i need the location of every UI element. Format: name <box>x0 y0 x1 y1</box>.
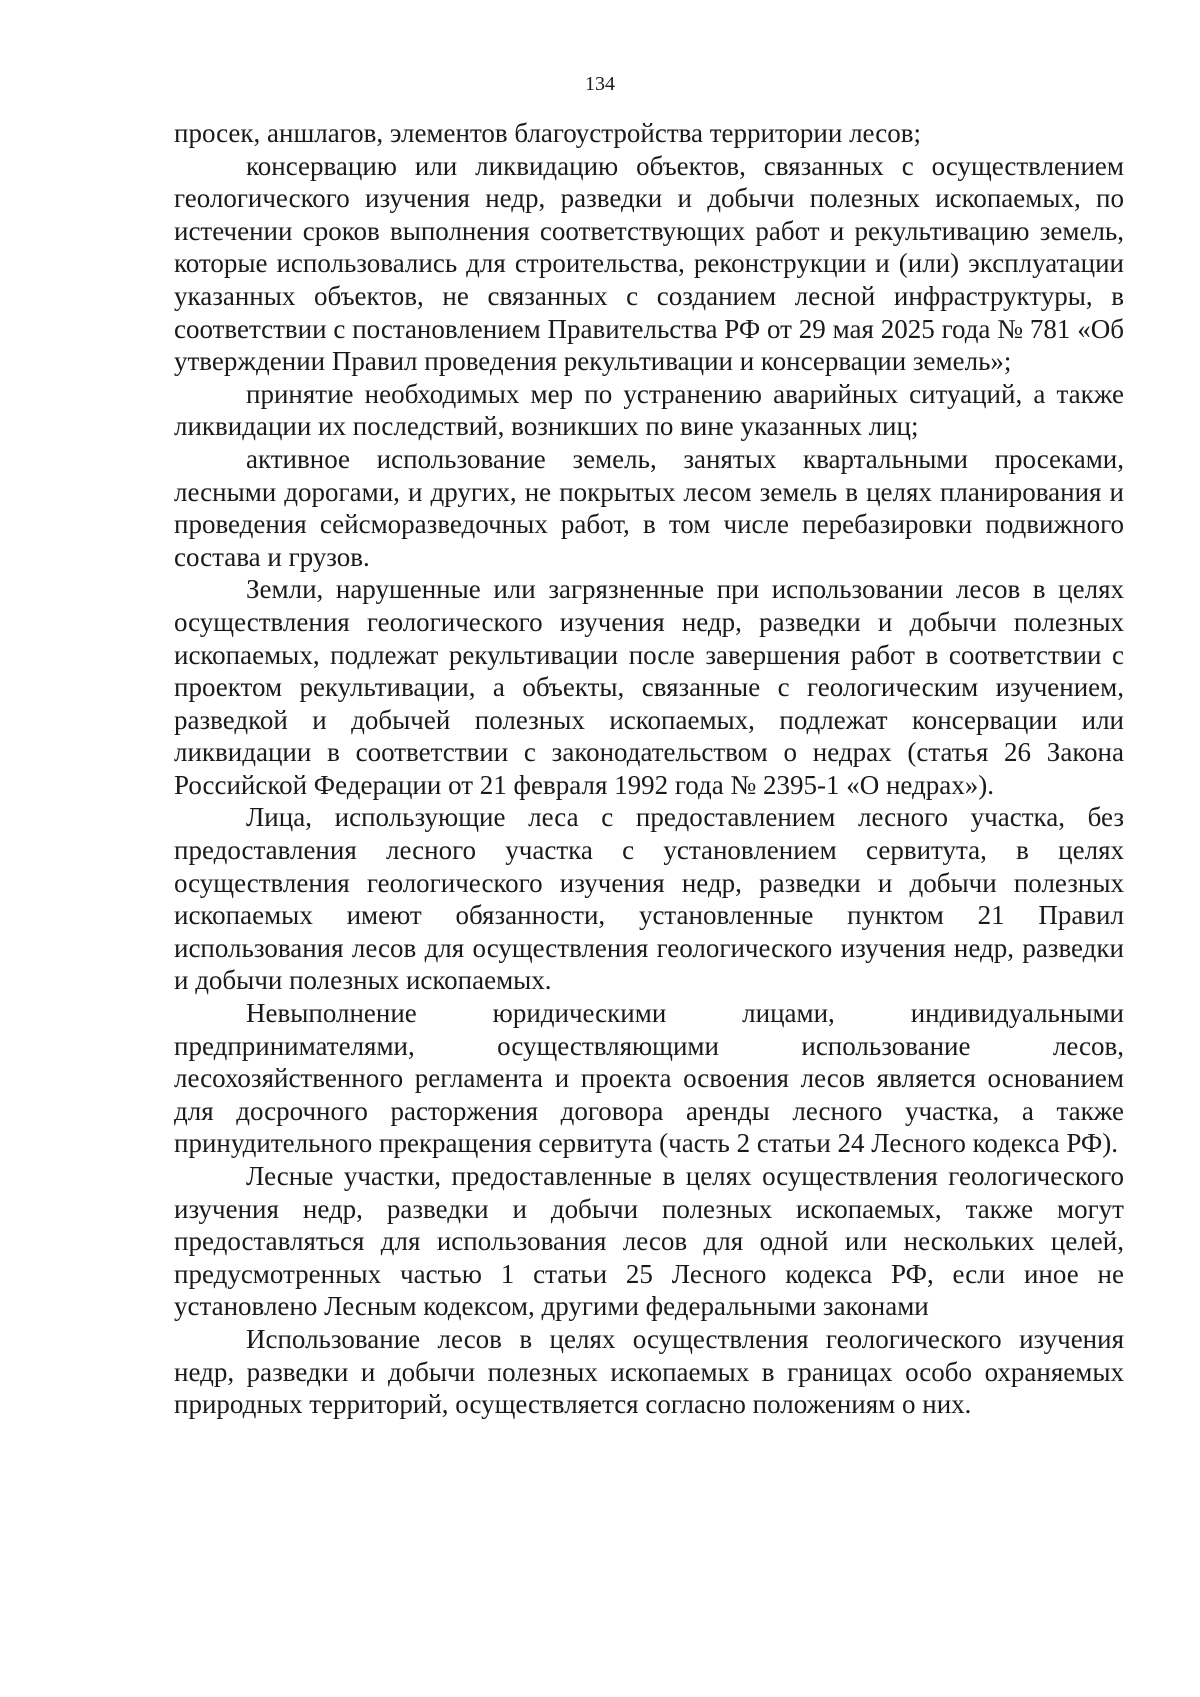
paragraph-7: Невыполнение юридическими лицами, индивидуальными предпринимателями, осуществляющими использование лесов, лесохозяйственного регламента и проекта освоения лесов является основанием для досрочного расторжения договора аренды лесного участка, а также принудительного прекращения сервитута (часть 2 статьи 24 Лесного кодекса РФ). <box>174 998 1124 1159</box>
paragraph-5: Земли, нарушенные или загрязненные при использовании лесов в целях осуществления геологического изучения недр, разведки и добычи полезных ископаемых, подлежат рекультивации после завершения работ в соответствии с проектом рекультивации, а объекты, связанные с геологическим изучением, разведкой и добычей полезных ископаемых, подлежат консервации или ликвидации в соответствии с законодательством о недрах (статья 26 Закона Российской Федерации от 21 февраля 1992 года № 2395-1 «О недрах»). <box>174 574 1124 800</box>
paragraph-3: принятие необходимых мер по устранению аварийных ситуаций, а также ликвидации их последствий, возникших по вине указанных лиц; <box>174 378 1124 442</box>
paragraph-9: Использование лесов в целях осуществления геологического изучения недр, разведки и добычи полезных ископаемых в границах особо охраняемых природных территорий, осуществляется согласно положениям о них. <box>174 1323 1124 1420</box>
paragraph-8: Лесные участки, предоставленные в целях осуществления геологического изучения недр, разведки и добычи полезных ископаемых, также могут предоставляться для использования лесов для одной или нескольких целей, предусмотренных частью 1 статьи 25 Лесного кодекса РФ, если иное не установлено Лесным кодексом, другими федеральными законами <box>174 1161 1124 1322</box>
paragraph-6: Лица, использующие леса с предоставлением лесного участка, без предоставления лесного участка с установлением сервитута, в целях осуществления геологического изучения недр, разведки и добычи полезных ископаемых имеют обязанности, установленные пунктом 21 Правил использования лесов для осуществления геологического изучения недр, разведки и добычи полезных ископаемых. <box>174 802 1124 996</box>
paragraph-2: консервацию или ликвидацию объектов, связанных с осуществлением геологического изучения недр, разведки и добычи полезных ископаемых, по истечении сроков выполнения соответствующих работ и рекультивацию земель, которые использовались для строительства, реконструкции и (или) эксплуатации указанных объектов, не связанных с созданием лесной инфраструктуры, в соответствии с постановлением Правительства РФ от 29 мая 2025 года № 781 «Об утверждении Правил проведения рекультивации и консервации земель»; <box>174 150 1124 377</box>
paragraph-4: активное использование земель, занятых квартальными просеками, лесными дорогами, и других, не покрытых лесом земель в целях планирования и проведения сейсморазведочных работ, в том числе перебазировки подвижного состава и грузов. <box>174 443 1124 572</box>
paragraph-1: просек, аншлагов, элементов благоустройства территории лесов; <box>174 118 921 148</box>
page-number: 134 <box>585 73 615 95</box>
document-body <box>174 117 1124 1421</box>
